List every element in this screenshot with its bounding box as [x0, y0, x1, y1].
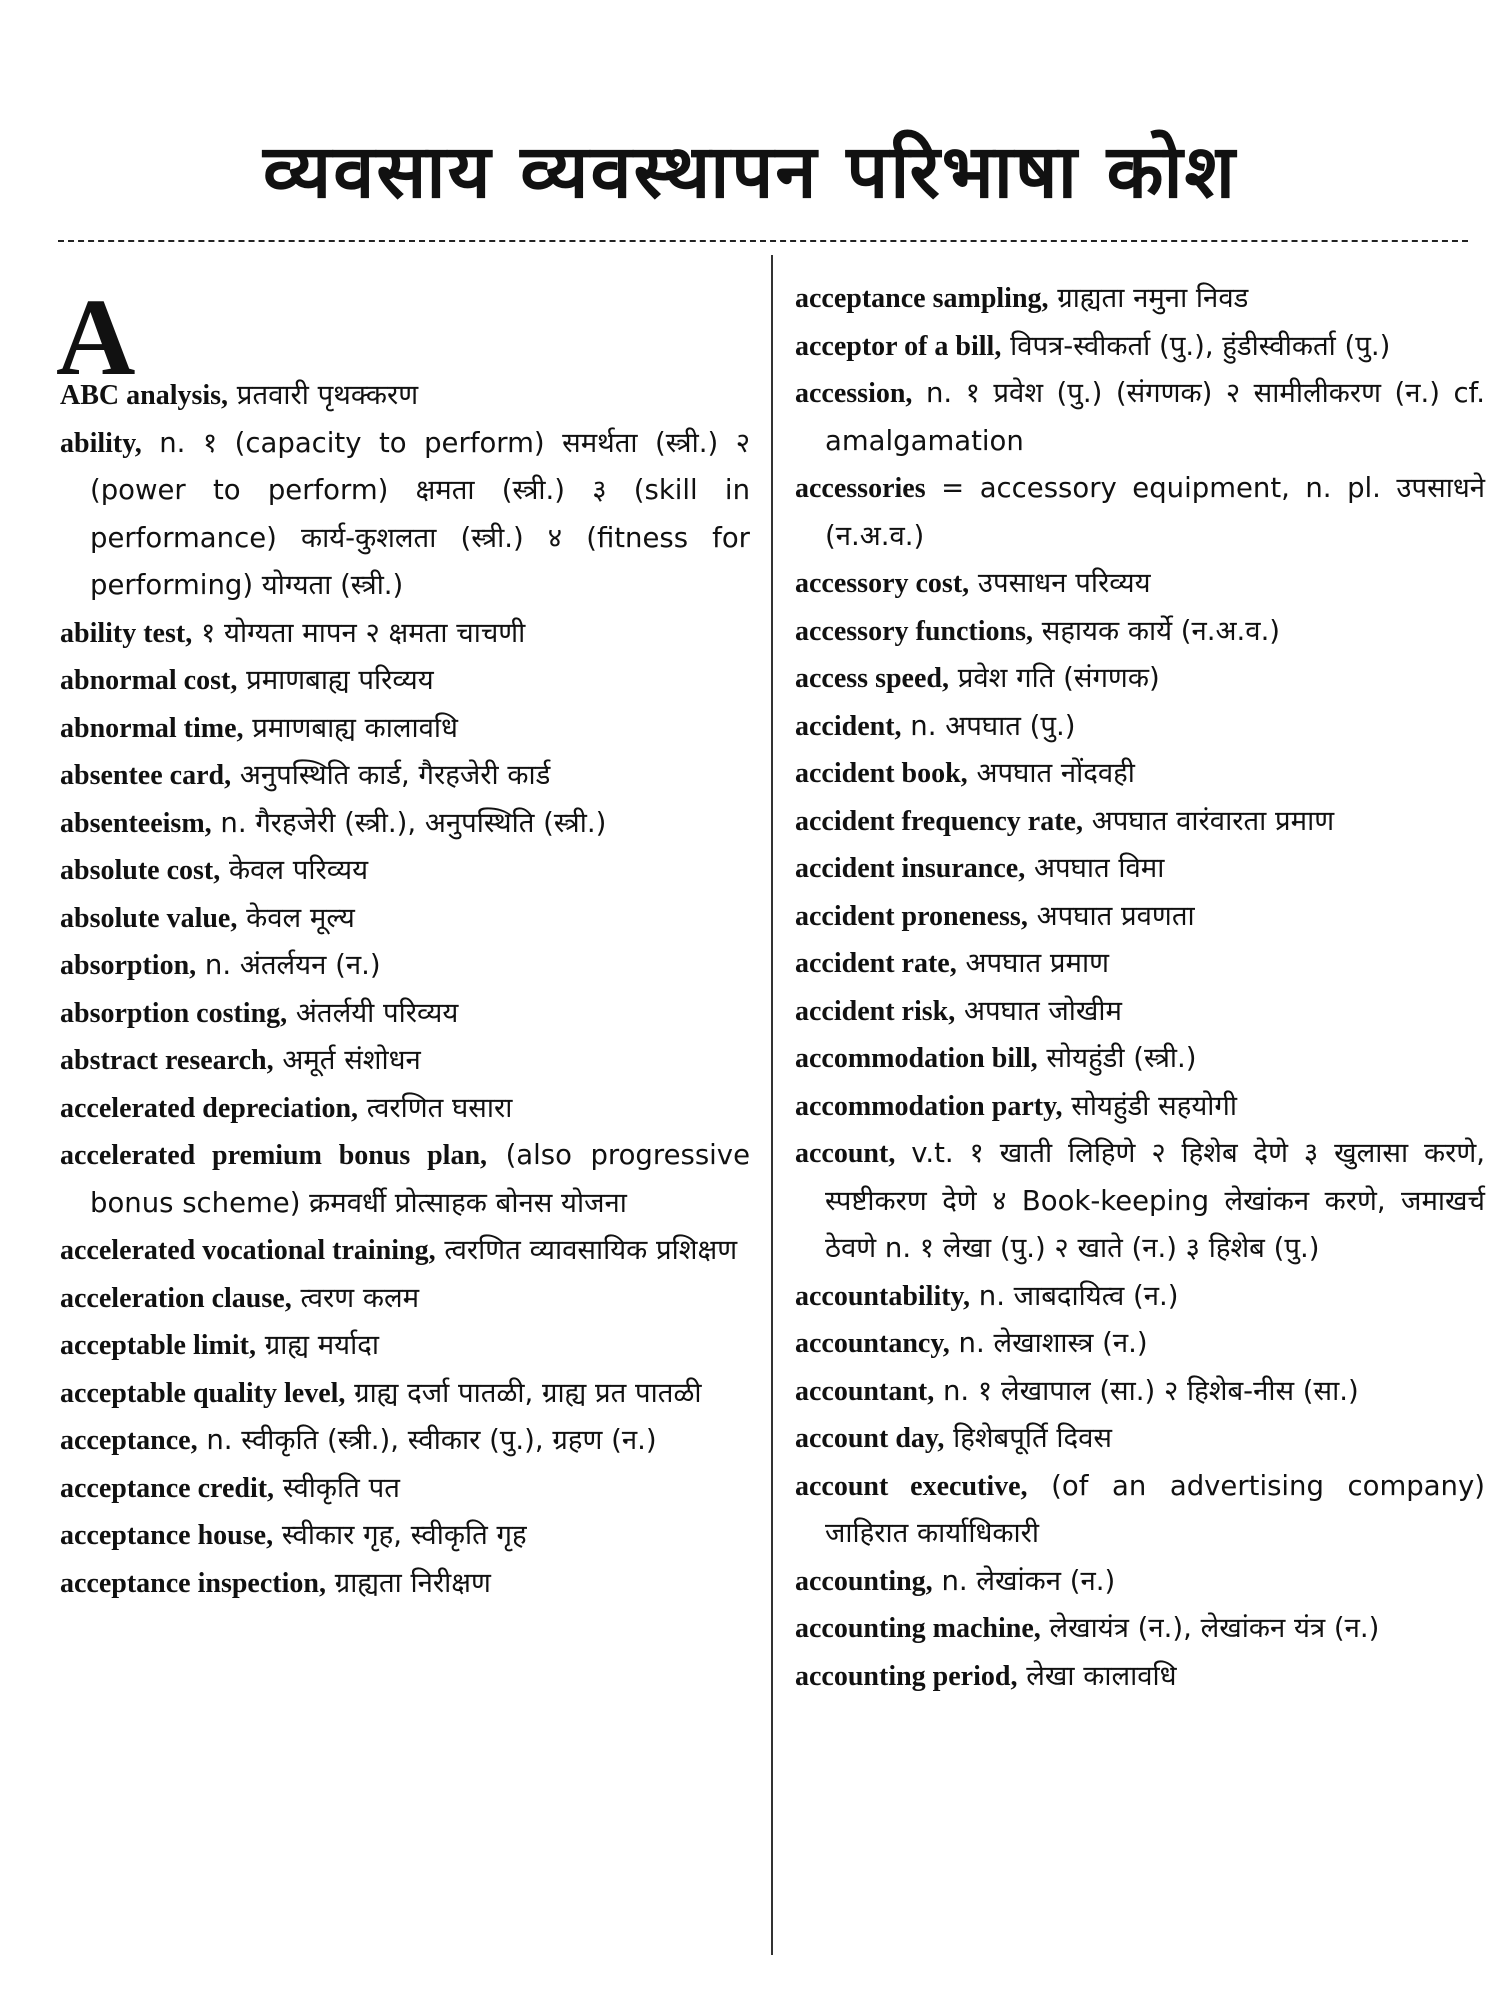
dictionary-entry — [795, 275, 1485, 323]
entry-definition: केवल मूल्य — [246, 901, 355, 934]
entry-term: account, — [795, 1138, 896, 1169]
entry-definition: n. लेखाशास्त्र (न.) — [958, 1327, 1148, 1359]
dictionary-entry — [795, 798, 1485, 846]
entry-definition: n. १ (capacity to perform) समर्थता (स्त्री.) २ (power to perform) क्षमता (स्त्री.) ३ (skill in performance) कार्य-कुशलता (स्त्री.) ४ (fitness for performing) योग्यता (स्त्री.) — [90, 426, 750, 601]
entry-term: accessory cost, — [795, 568, 970, 599]
entry-term: absorption costing, — [60, 997, 288, 1029]
entry-definition: प्रमाणबाह्य परिव्यय — [246, 664, 434, 696]
entry-term: accounting machine, — [795, 1613, 1041, 1644]
entry-term: accession, — [795, 378, 913, 409]
dictionary-entry — [795, 1605, 1485, 1653]
column-divider — [771, 255, 773, 1955]
entry-term: absolute cost, — [60, 855, 221, 886]
entry-term: accelerated depreciation, — [60, 1092, 359, 1124]
dictionary-entry — [60, 990, 750, 1038]
entry-definition: सोयहुंडी सहयोगी — [1071, 1089, 1237, 1122]
entry-definition: (of an advertising company) जाहिरात कार्याधिकारी — [825, 1469, 1485, 1549]
dictionary-entry — [60, 372, 750, 420]
dictionary-entry — [60, 800, 750, 848]
entry-definition: अपघात जोखीम — [963, 994, 1122, 1027]
entry-term: accelerated premium bonus plan, — [60, 1140, 488, 1171]
dictionary-entry — [60, 1512, 750, 1560]
entry-term: acceleration clause, — [60, 1282, 292, 1314]
dictionary-entry — [60, 1275, 750, 1323]
entry-definition: प्रवेश गति (संगणक) — [957, 662, 1160, 694]
entry-term: acceptance sampling, — [795, 283, 1049, 314]
entry-term: account executive, — [795, 1470, 1028, 1502]
entry-definition: सहायक कार्ये (न.अ.व.) — [1041, 614, 1281, 647]
entry-definition: अमूर्त संशोधन — [282, 1044, 421, 1076]
entry-definition: अपघात प्रवणता — [1036, 899, 1195, 932]
entry-definition: प्रतवारी पृथक्करण — [236, 379, 419, 411]
dictionary-entry — [795, 703, 1485, 751]
dictionary-entry — [795, 608, 1485, 656]
entry-term: absentee card, — [60, 760, 232, 791]
entry-term: accountancy, — [795, 1328, 950, 1359]
dictionary-entry — [795, 1273, 1485, 1321]
entry-term: acceptable limit, — [60, 1330, 256, 1361]
entry-term: abnormal cost, — [60, 665, 238, 696]
entry-definition: n. अंतर्लयन (न.) — [204, 949, 381, 981]
entry-term: accessory functions, — [795, 615, 1033, 647]
dictionary-entry — [795, 323, 1485, 371]
entry-definition: n. गैरहजेरी (स्त्री.), अनुपस्थिति (स्त्री.) — [220, 806, 607, 839]
entry-term: ABC analysis, — [60, 380, 229, 411]
entry-definition: n. स्वीकृति (स्त्री.), स्वीकार (पु.), ग्रहण (न.) — [206, 1424, 657, 1456]
dictionary-entry — [60, 895, 750, 943]
entry-definition: त्वरणित व्यावसायिक प्रशिक्षण — [444, 1234, 738, 1266]
entry-definition: अनुपस्थिति कार्ड, गैरहजेरी कार्ड — [239, 759, 551, 791]
dictionary-entry — [795, 465, 1485, 560]
dictionary-entry — [795, 1083, 1485, 1131]
entry-term: abnormal time, — [60, 712, 244, 744]
dictionary-entry — [60, 942, 750, 990]
entry-term: accountability, — [795, 1280, 971, 1312]
dictionary-entry — [795, 370, 1485, 465]
dictionary-entry — [60, 1132, 750, 1227]
entry-term: absolute value, — [60, 902, 238, 934]
entry-term: absenteeism, — [60, 807, 212, 839]
entry-definition: हिशेबपूर्ति दिवस — [953, 1422, 1113, 1454]
entry-definition: (also progressive bonus scheme) क्रमवर्धी प्रोत्साहक बोनस योजना — [90, 1139, 751, 1219]
entry-term: accelerated vocational training, — [60, 1235, 436, 1266]
entry-term: accident, — [795, 710, 902, 742]
dictionary-entry — [795, 1130, 1485, 1273]
entry-term: accountant, — [795, 1375, 935, 1407]
entry-definition: अपघात वारंवारता प्रमाण — [1091, 804, 1335, 837]
page-title: व्यवसाय व्यवस्थापन परिभाषा कोश — [263, 129, 1237, 215]
section-letter: A — [56, 276, 136, 398]
dictionary-entry — [795, 940, 1485, 988]
dictionary-entry — [60, 420, 750, 610]
entry-definition: n. १ लेखापाल (सा.) २ हिशेब-नीस (सा.) — [942, 1374, 1359, 1407]
dictionary-entry — [795, 1368, 1485, 1416]
dictionary-entry — [60, 1417, 750, 1465]
dictionary-entry — [795, 988, 1485, 1036]
header-divider — [58, 240, 1468, 242]
dictionary-entry — [795, 1463, 1485, 1558]
entry-definition: n. लेखांकन (न.) — [941, 1564, 1116, 1597]
entry-definition: अपघात विमा — [1033, 852, 1165, 884]
entry-definition: लेखा कालावधि — [1026, 1659, 1177, 1692]
entry-definition: अपघात नोंदवही — [976, 757, 1135, 789]
dictionary-entry — [60, 1465, 750, 1513]
entry-term: accident book, — [795, 758, 968, 789]
dictionary-entry — [60, 1560, 750, 1608]
entry-term: accident proneness, — [795, 900, 1028, 932]
dictionary-entry — [60, 1085, 750, 1133]
entry-definition: n. अपघात (पु.) — [910, 709, 1076, 742]
entry-definition: n. जाबदायित्व (न.) — [978, 1279, 1179, 1312]
dictionary-entry — [60, 610, 750, 658]
dictionary-entry — [60, 705, 750, 753]
entry-term: ability, — [60, 427, 142, 459]
entry-definition: अपघात प्रमाण — [965, 947, 1109, 979]
entry-term: acceptance house, — [60, 1520, 274, 1551]
entry-term: abstract research, — [60, 1045, 274, 1076]
entry-definition: ग्राह्यता नमुना निवड — [1057, 282, 1249, 314]
entry-definition: ग्राह्य मर्यादा — [264, 1329, 379, 1361]
entry-term: acceptable quality level, — [60, 1377, 346, 1409]
entry-term: accident rate, — [795, 948, 957, 979]
entry-term: accident frequency rate, — [795, 805, 1083, 837]
entry-definition: केवल परिव्यय — [228, 854, 369, 886]
entry-term: accommodation party, — [795, 1090, 1063, 1122]
entry-term: acceptance credit, — [60, 1472, 275, 1504]
dictionary-entry — [60, 1037, 750, 1085]
entry-definition: v.t. १ खाती लिहिणे २ हिशेब देणे ३ खुलासा करणे, स्पष्टीकरण देणे ४ Book-keeping लेखांकन करणे, जमाखर्च ठेवणे n. १ लेखा (पु.) २ खाते (न.) ३ हिशेब (पु.) — [825, 1137, 1485, 1264]
entry-definition: स्वीकृति पत — [282, 1471, 400, 1504]
dictionary-entry — [60, 752, 750, 800]
entry-term: acceptance inspection, — [60, 1567, 326, 1599]
dictionary-entry — [795, 1558, 1485, 1606]
entry-definition: त्वरण कलम — [300, 1281, 420, 1314]
dictionary-entry — [60, 1370, 750, 1418]
dictionary-entry — [795, 560, 1485, 608]
entry-definition: प्रमाणबाह्य कालावधि — [252, 711, 458, 744]
entry-definition: स्वीकार गृह, स्वीकृति गृह — [281, 1519, 527, 1551]
entry-definition: त्वरणित घसारा — [366, 1091, 513, 1124]
entry-definition: = accessory equipment, n. pl. उपसाधने (न.अ.व.) — [825, 472, 1486, 552]
dictionary-entry — [795, 750, 1485, 798]
entry-term: accident insurance, — [795, 853, 1026, 884]
dictionary-entry — [60, 1322, 750, 1370]
entry-definition: १ योग्यता मापन २ क्षमता चाचणी — [200, 616, 526, 649]
entry-definition: ग्राह्य दर्जा पातळी, ग्राह्य प्रत पातळी — [354, 1376, 702, 1409]
dictionary-entry — [795, 1320, 1485, 1368]
dictionary-entry — [795, 845, 1485, 893]
entry-definition: ग्राह्यता निरीक्षण — [334, 1566, 491, 1599]
dictionary-entry — [60, 1227, 750, 1275]
dictionary-entry — [795, 1653, 1485, 1701]
dictionary-entry — [60, 847, 750, 895]
right-column-entries — [795, 275, 1485, 1700]
entry-term: accident risk, — [795, 995, 956, 1027]
dictionary-entry — [795, 655, 1485, 703]
entry-term: account day, — [795, 1423, 945, 1454]
dictionary-entry — [795, 1415, 1485, 1463]
entry-term: accounting period, — [795, 1660, 1018, 1692]
entry-definition: उपसाधन परिव्यय — [977, 567, 1151, 599]
entry-definition: लेखायंत्र (न.), लेखांकन यंत्र (न.) — [1049, 1612, 1380, 1644]
entry-term: access speed, — [795, 663, 949, 694]
entry-term: acceptor of a bill, — [795, 330, 1002, 362]
entry-term: accounting, — [795, 1565, 933, 1597]
entry-term: accessories — [795, 473, 926, 504]
dictionary-entry — [60, 657, 750, 705]
entry-definition: विपत्र-स्वीकर्ता (पु.), हुंडीस्वीकर्ता (पु.) — [1010, 329, 1391, 362]
dictionary-entry — [795, 893, 1485, 941]
entry-term: ability test, — [60, 617, 193, 649]
entry-definition: n. १ प्रवेश (पु.) (संगणक) २ सामीलीकरण (न.) cf. amalgamation — [825, 377, 1485, 457]
entry-definition: अंतर्लयी परिव्यय — [295, 996, 459, 1029]
entry-definition: सोयहुंडी (स्त्री.) — [1046, 1042, 1197, 1074]
entry-term: acceptance, — [60, 1425, 198, 1456]
left-column-entries — [60, 372, 750, 1607]
entry-term: absorption, — [60, 950, 197, 981]
dictionary-entry — [795, 1035, 1485, 1083]
entry-term: accommodation bill, — [795, 1043, 1038, 1074]
